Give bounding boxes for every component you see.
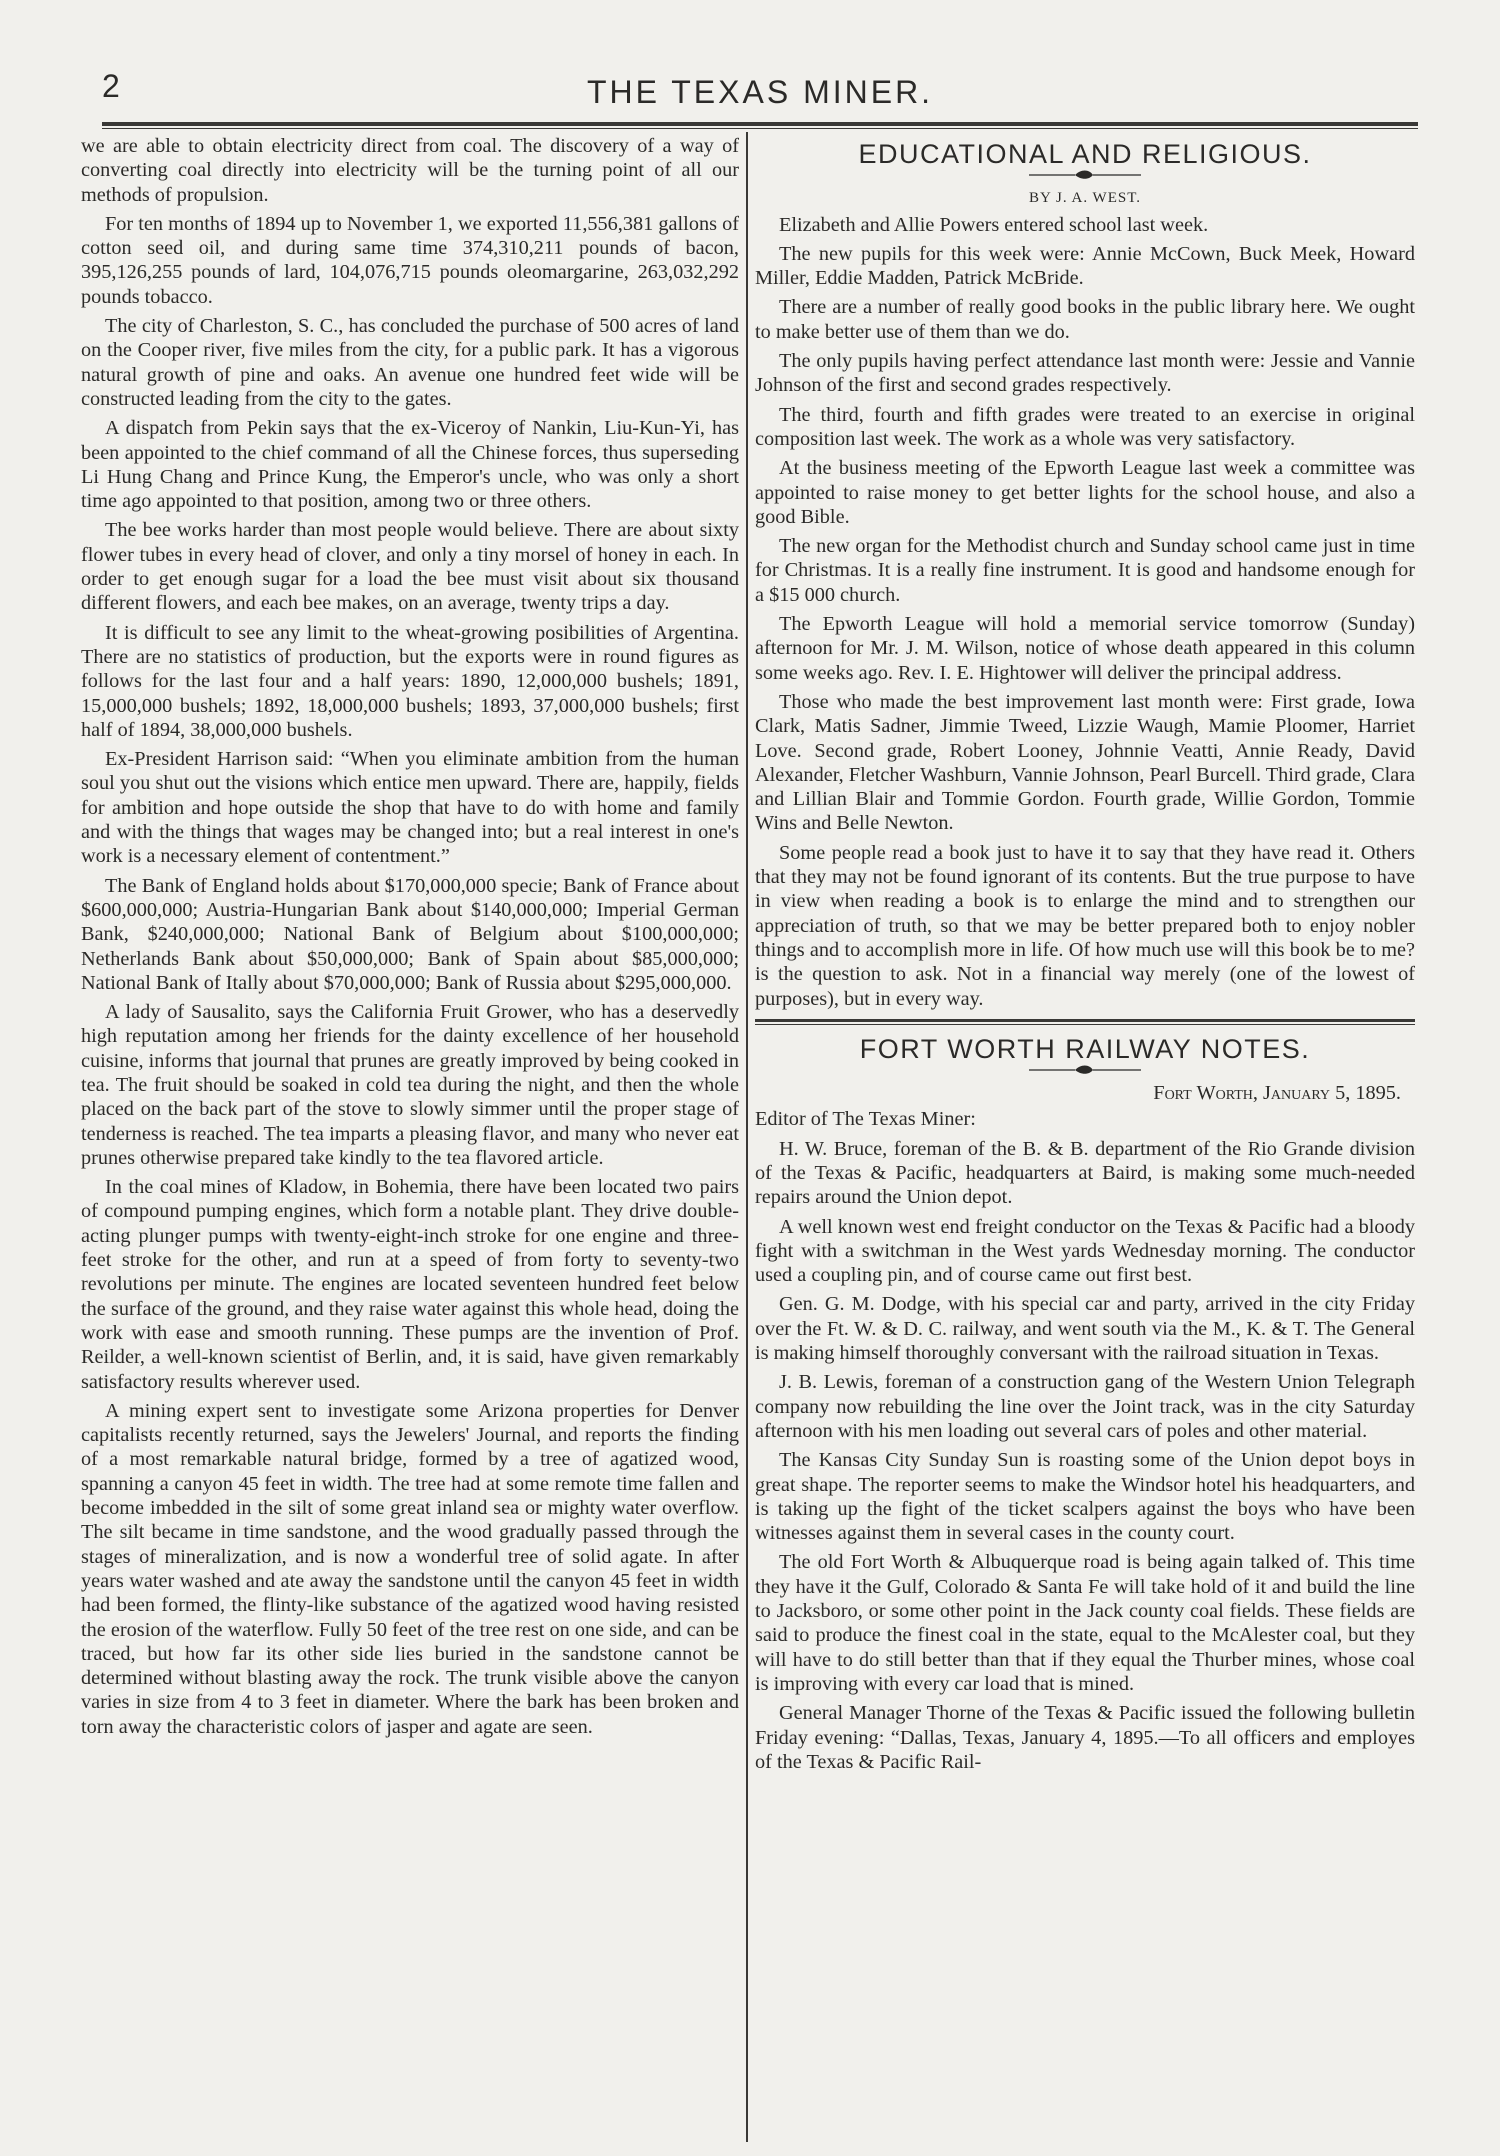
article-paragraph: A lady of Sausalito, says the California Fruit Grower, who has a deservedly high reputation among her friends for the dainty excellence of her household cuisine, informs that journal that prunes are greatly improved by being cooked in tea. The fruit should be soaked in cold tea during the night, and then the whole placed on the back part of the stove to slowly simmer until the proper stage of tenderness is reached. The tea imparts a pleasing flavor, and many who never eat prunes otherwise prepared take kindly to the tea flavored article. [81,1001,739,1169]
article-paragraph: A mining expert sent to investigate some Arizona properties for Denver capitalists recently returned, says the Jewelers' Journal, and reports the finding of a most remarkable natural bridge, formed by a tree of agatized wood, spanning a canyon 45 feet in width. The tree had at some remote time fallen and become imbedded in the silt of some great inland sea or mighty water overflow. The silt became in time sandstone, and the wood gradually passed through the stages of mineralization, and is now a wonderful tree of solid agate. In after years water washed and ate away the sandstone until the canyon 45 feet in width had been formed, the flinty-like substance of the agatized wood having resisted the erosion of the waterflow. Fully 50 feet of the tree rest on one side, and can be traced, but how far its other side lies buried in the sandstone cannot be determined without blasting away the rock. The trunk visible above the canyon varies in size from 4 to 3 feet in diameter. Where the bark has been broken and torn away the characteristic colors of jasper and agate are seen. [81,1399,739,1738]
header-rule [102,122,1418,129]
article-paragraph: The bee works harder than most people would believe. There are about sixty flower tubes in every head of clover, and only a tiny morsel of honey in each. In order to get enough sugar for a load the bee must visit about six thousand different flowers, and each bee makes, on an average, twenty trips a day. [81,519,739,615]
article-paragraph: The Kansas City Sunday Sun is roasting some of the Union depot boys in great shape. The reporter seems to make the Windsor hotel his headquarters, and is taking up the fight of the ticket scalpers against the boys who have been witnesses against them in several cases in the county court. [755,1449,1415,1545]
article-paragraph: A well known west end freight conductor on the Texas & Pacific had a bloody fight with a switchman in the West yards Wednesday morning. The conductor used a coupling pin, and of course came out first best. [755,1215,1415,1287]
dateline: Fort Worth, January 5, 1895. [1153,1082,1401,1105]
article-paragraph: J. B. Lewis, foreman of a construction gang of the Western Union Telegraph company now rebuilding the line over the Joint track, was in the city Saturday afternoon with his men loading out several cars of poles and other material. [755,1371,1415,1442]
section-rule [755,1019,1415,1025]
article-paragraph: The old Fort Worth & Albuquerque road is being again talked of. This time they have it the Gulf, Colorado & Santa Fe will take hold of it and build the line to Jacksboro, or some other point in the Jack county coal fields. These fields are said to produce the finest coal in the state, equal to the McAlester coal, but they will have to do still better than that if they equal the Thurber mines, whose coal is improving with every car load that is mined. [755,1551,1415,1695]
article-paragraph: Ex-President Harrison said: “When you eliminate ambition from the human soul you shut out the visions which entice men upward. There are, happily, fields for ambition and hope outside the shop that have to do with home and family and with the things that wages may be changed into; but a real interest in one's work is a necessary element of contentment.” [81,748,739,868]
article-paragraph: Those who made the best improvement last month were: First grade, Iowa Clark, Matis Sadner, Jimmie Tweed, Lizzie Waugh, Mamie Ploomer, Harriet Love. Second grade, Robert Looney, Johnnie Veatti, Annie Ready, David Alexander, Fletcher Washburn, Vannie Johnson, Pearl Burcell. Third grade, Clara and Lillian Blair and Tommie Gordon. Fourth grade, Willie Gordon, Tommie Wins and Belle Newton. [755,690,1415,835]
article-paragraph: Gen. G. M. Dodge, with his special car and party, arrived in the city Friday over the Ft. W. & D. C. railway, and went south via the M., K. & T. The General is making himself thoroughly conversant with the railroad situation in Texas. [755,1293,1415,1365]
article-paragraph: The city of Charleston, S. C., has concluded the purchase of 500 acres of land on the Cooper river, five miles from the city, for a public park. It has a vigorous natural growth of pine and oaks. An avenue one hundred feet wide will be constructed leading from the city to the gates. [81,315,739,410]
article-paragraph: For ten months of 1894 up to November 1, we exported 11,556,381 gallons of cotton seed oil, and during same time 374,310,211 pounds of bacon, 395,126,255 pounds of lard, 104,076,715 pounds oleomargarine, 263,032,292 pounds tobacco. [81,212,739,308]
article-paragraph: The third, fourth and fifth grades were treated to an exercise in original composition last week. The work as a whole was very satisfactory. [755,403,1415,450]
article-paragraph: The new organ for the Methodist church and Sunday school came just in time for Christmas. It is a really fine instrument. It is good and handsome enough for a $15 000 church. [755,535,1415,606]
article-paragraph: Elizabeth and Allie Powers entered school last week. [779,213,1209,236]
column-divider [746,132,748,2142]
page-number: 2 [102,68,121,104]
railway-heading: FORT WORTH RAILWAY NOTES. [859,1033,1311,1064]
page-header [102,68,1418,112]
article-paragraph: The Epworth League will hold a memorial service tomorrow (Sunday) afternoon for Mr. J. M. Wilson, notice of whose death appeared in this column some weeks ago. Rev. I. E. Hightower will deliver the principal address. [755,613,1415,684]
ornament-swash-icon [1025,168,1145,182]
educational-heading: EDUCATIONAL AND RELIGIOUS. [858,139,1312,169]
byline: BY J. A. WEST. [1028,190,1142,207]
article-paragraph: It is difficult to see any limit to the wheat-growing posibilities of Argentina. There are no statistics of production, but the exports were in round figures as follows for the last four and a half years: 1890, 12,000,000 bushels; 1891, 15,000,000 bushels; 1892, 18,000,000 bushels; 1893, 37,000,000 bushels; first half of 1894, 38,000,000 bushels. [81,621,739,741]
article-paragraph: Some people read a book just to have it to say that they have read it. Others that they may not be found ignorant of its contents. But the true purpose to have in view when reading a book is to enlarge the mind and to strengthen our appreciation of truth, so that we may be better prepared both to enjoy nobler things and to accomplish more in life. Of how much use will this book be to me? is the question to ask. Not in a financial way merely (one of the lowest of purposes), but in every way. [755,841,1415,1010]
article-paragraph: At the business meeting of the Epworth League last week a committee was appointed to raise money to get better lights for the school house, and also a good Bible. [755,457,1415,528]
right-column [755,134,1415,1779]
ornament-swash-icon [1025,1063,1145,1077]
article-paragraph: The Bank of England holds about $170,000,000 specie; Bank of France about $600,000,000; Austria-Hungarian Bank about $140,000,000; Imperial German Bank, $240,000,000; National Bank of Belgium about $100,000,000; Netherlands Bank about $50,000,000; Bank of Spain about $85,000,000; National Bank of Itally about $70,000,000; Bank of Russia about $295,000,000. [81,874,739,994]
salutation: Editor of The Texas Miner: [755,1108,976,1131]
article-paragraph: H. W. Bruce, foreman of the B. & B. department of the Rio Grande division of the Texas & Pacific, headquarters at Baird, is making some much-needed repairs around the Union depot. [755,1137,1415,1209]
left-column [81,134,739,1744]
article-paragraph: There are a number of really good books in the public library here. We ought to make better use of them than we do. [755,296,1415,343]
article-paragraph: In the coal mines of Kladow, in Bohemia, there have been located two pairs of compound pumping engines, which form a notable plant. They drive double-acting plunger pumps with twenty-eight-inch stroke for one engine and three-feet stroke for the other, and run at a speed of from forty to seventy-two revolutions per minute. The engines are located seventeen hundred feet below the surface of the ground, and they raise water against this whole head, doing the work with ease and smooth running. These pumps are the invention of Prof. Reilder, a well-known scientist of Berlin, and, it is said, have given remarkably satisfactory results wherever used. [81,1176,739,1393]
newspaper-title: THE TEXAS MINER. [586,74,934,110]
article-paragraph: we are able to obtain electricity direct from coal. The discovery of a way of converting coal directly into electricity will be the turning point of all our methods of propulsion. [81,135,739,206]
article-paragraph: A dispatch from Pekin says that the ex-Viceroy of Nankin, Liu-Kun-Yi, has been appointed to the chief command of all the Chinese forces, thus superseding Li Hung Chang and Prince Kung, the Emperor's uncle, who was only a short time ago appointed to that position, among two or three others. [81,417,739,513]
article-paragraph: The new pupils for this week were: Annie McCown, Buck Meek, Howard Miller, Eddie Madden, Patrick McBride. [755,242,1415,290]
article-paragraph: General Manager Thorne of the Texas & Pacific issued the following bulletin Friday evening: “Dallas, Texas, January 4, 1895.—To all officers and employes of the Texas & Pacific Rail- [755,1702,1415,1773]
article-paragraph: The only pupils having perfect attendance last month were: Jessie and Vannie Johnson of the first and second grades respectively. [755,350,1415,397]
